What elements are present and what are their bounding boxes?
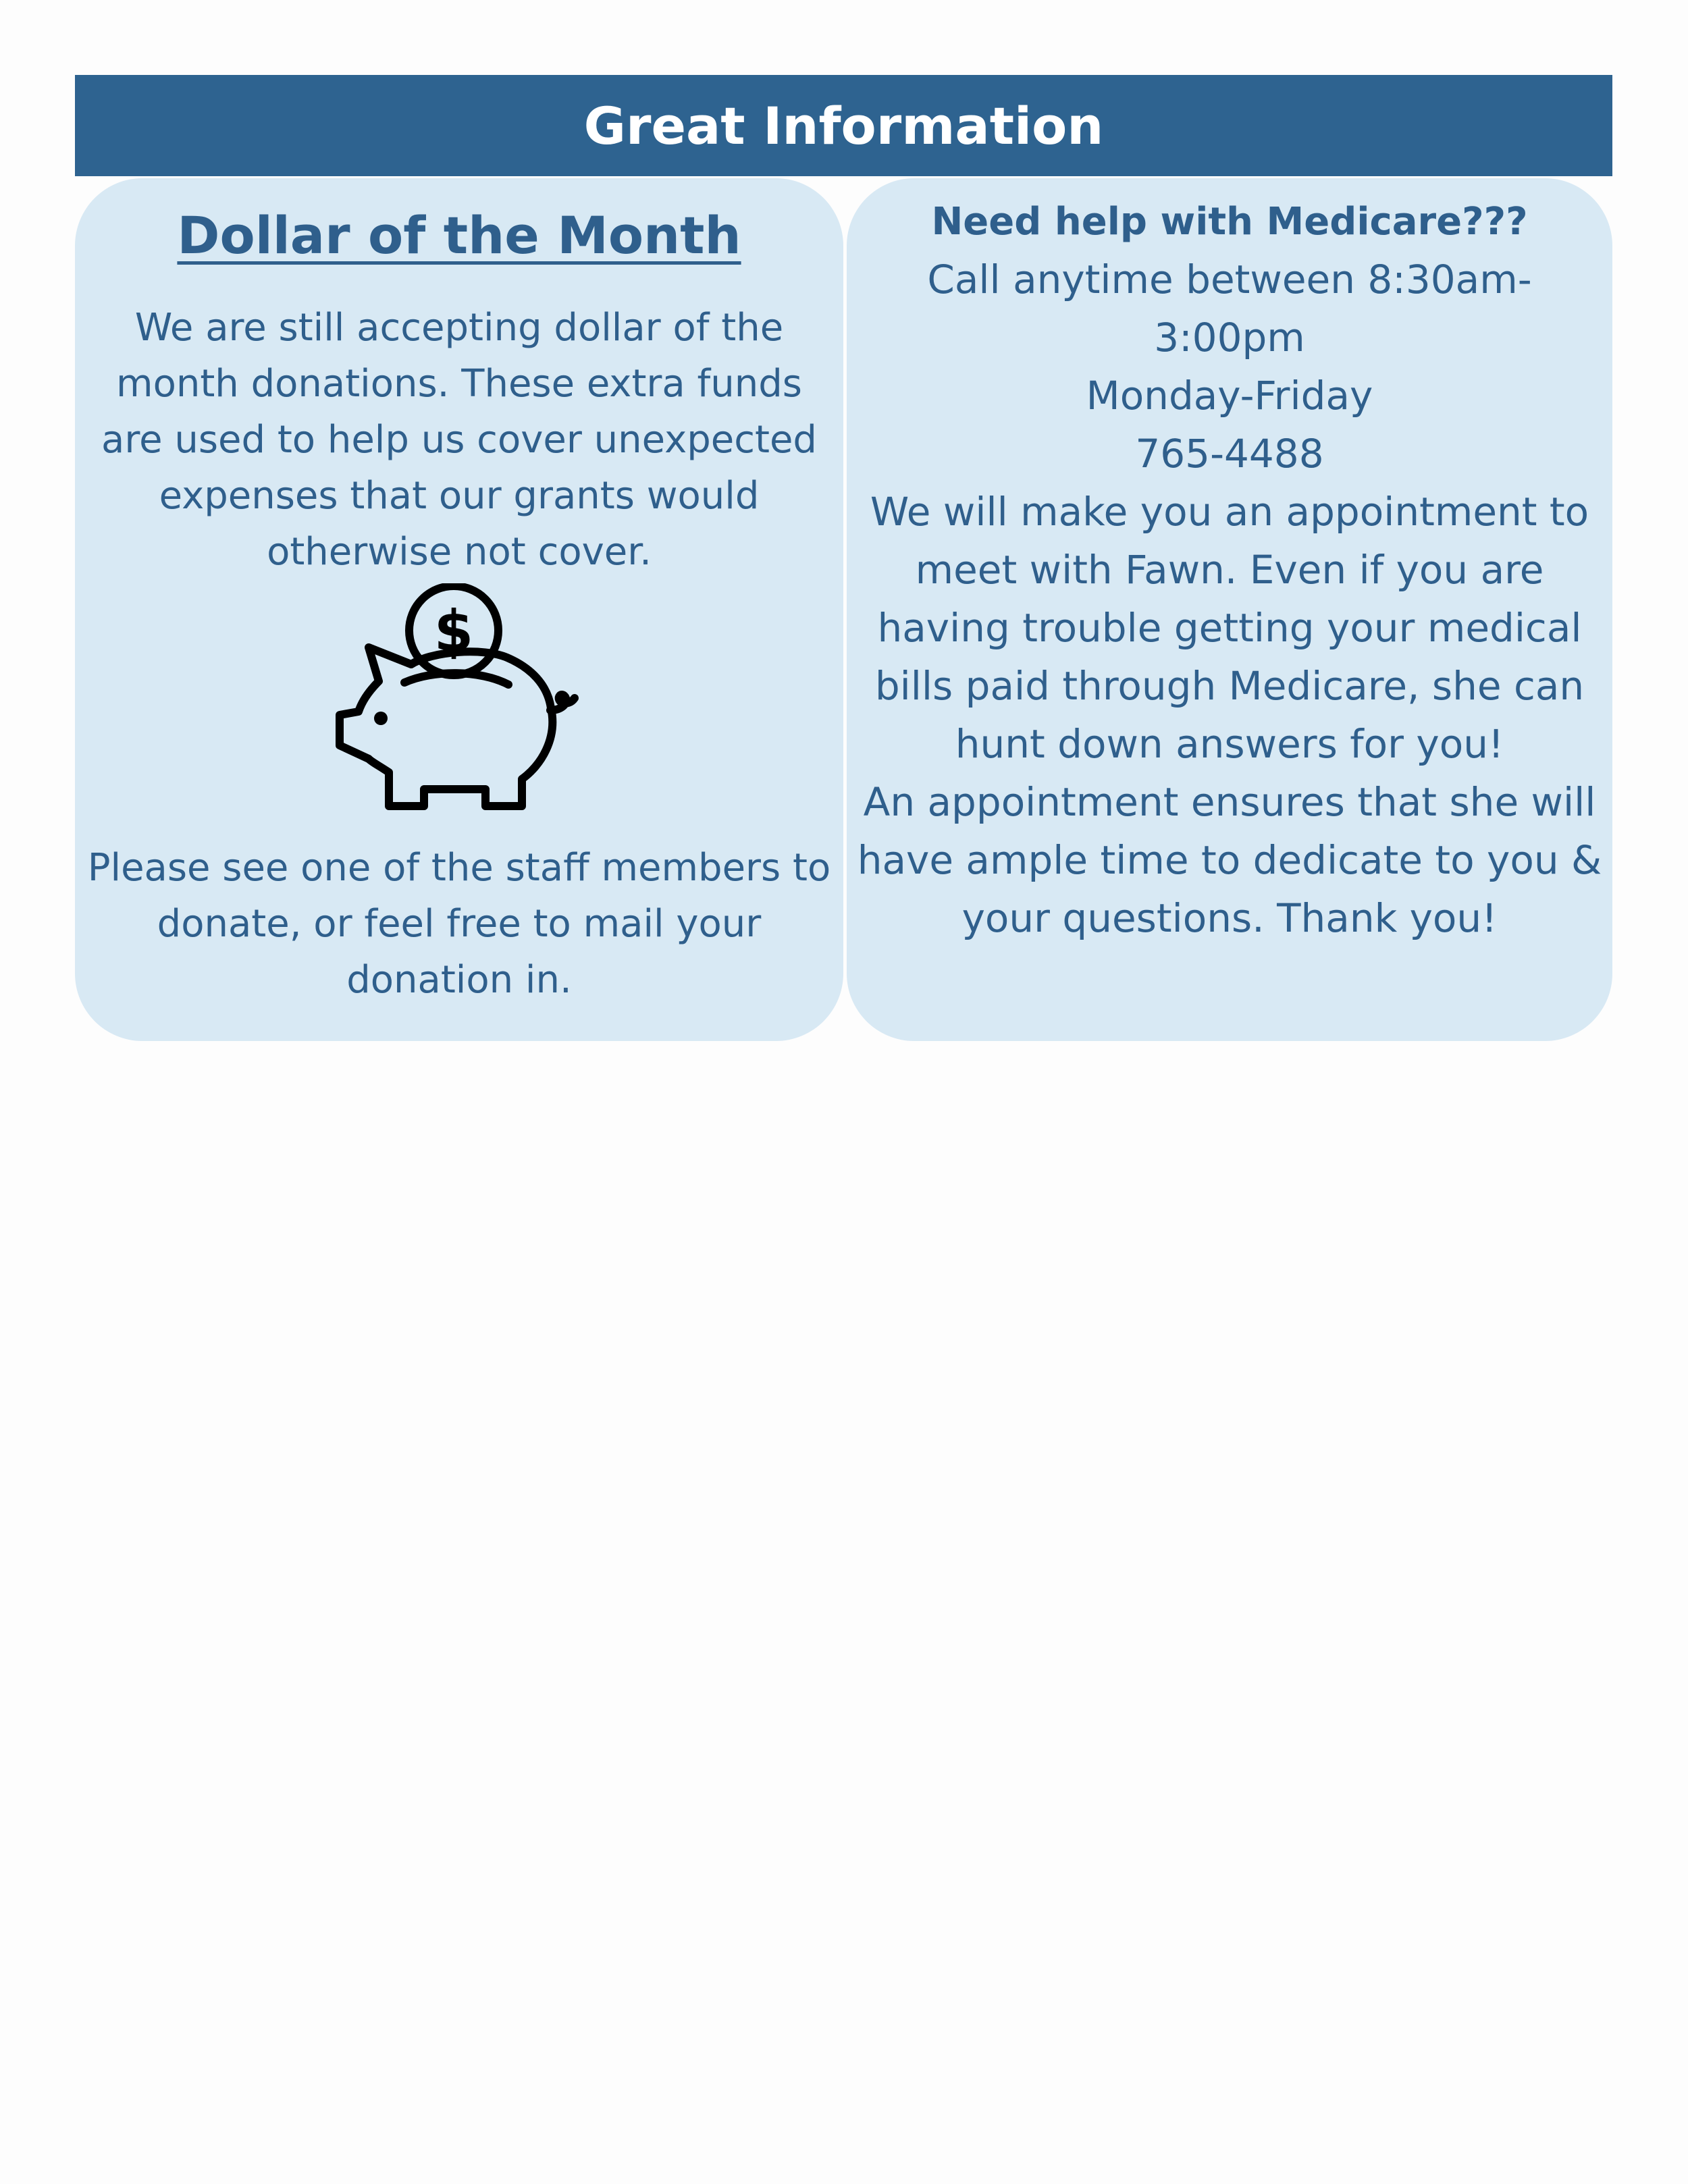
medicare-heading: Need help with Medicare???	[931, 200, 1528, 244]
medicare-days: Monday-Friday	[1086, 373, 1373, 419]
banner-title: Great Information	[583, 95, 1104, 156]
medicare-closing-text: An appointment ensures that she will have ample time to dedicate to you & your questions. Thank you!	[857, 779, 1602, 941]
piggy-bank-icon	[332, 583, 588, 826]
dollar-of-month-panel	[75, 178, 843, 1041]
medicare-phone: 765-4488	[1135, 431, 1324, 477]
medicare-body	[853, 250, 1606, 947]
medicare-appointment-text: We will make you an appointment to meet with Fawn. Even if you are having trouble getting your medical bills paid through Medicare, she can hunt down answers for you!	[870, 489, 1589, 767]
dollar-of-month-body: We are still accepting dollar of the month donations. These extra funds are used to help us cover unexpected expenses that our grants would otherwise not cover.	[101, 306, 817, 574]
medicare-hours: Call anytime between 8:30am-3:00pm	[927, 257, 1532, 361]
medicare-help-panel	[847, 178, 1612, 1041]
dollar-of-month-title: Dollar of the Month	[177, 205, 741, 265]
pig-eye	[374, 712, 388, 725]
coin-dollar-sign: $	[433, 598, 474, 664]
page-banner	[75, 75, 1612, 176]
dollar-of-month-footer: Please see one of the staff members to donate, or feel free to mail your donation in.	[87, 846, 831, 1002]
